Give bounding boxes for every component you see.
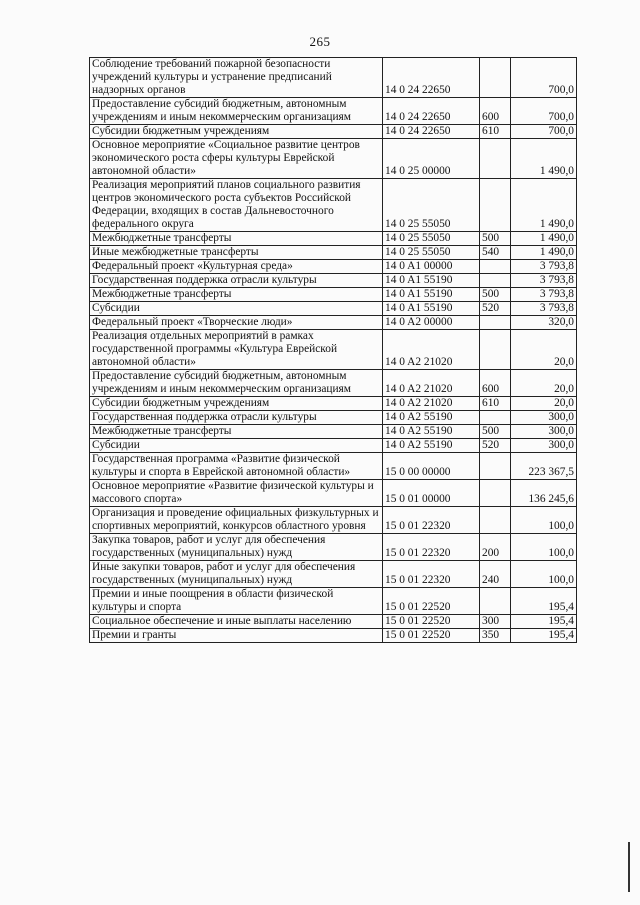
row-expense-type-cell: 540 [480,246,511,260]
row-amount-cell: 195,4 [511,615,577,629]
row-expense-type-cell [480,274,511,288]
row-name-cell: Реализация мероприятий планов социального развития центров экономического роста субъектов Российской Федерации, входящих в состав Дальневосточного федерального округа [90,179,383,232]
table-row [90,411,577,425]
row-code-cell: 14 0 A1 55190 [383,302,480,316]
row-code-cell: 14 0 24 22650 [383,125,480,139]
table-row [90,615,577,629]
row-expense-type-cell: 520 [480,439,511,453]
row-code-cell: 14 0 A2 21020 [383,397,480,411]
row-name-cell: Иные закупки товаров, работ и услуг для обеспечения государственных (муниципальных) нужд [90,561,383,588]
row-expense-type-cell [480,260,511,274]
row-name-cell: Основное мероприятие «Развитие физической культуры и массового спорта» [90,480,383,507]
row-expense-type-cell [480,316,511,330]
row-expense-type-cell: 600 [480,370,511,397]
row-code-cell: 14 0 25 55050 [383,179,480,232]
row-amount-cell: 100,0 [511,561,577,588]
row-name-cell: Субсидии бюджетным учреждениям [90,397,383,411]
row-code-cell: 14 0 A2 55190 [383,411,480,425]
row-code-cell: 15 0 01 22520 [383,615,480,629]
table-row [90,302,577,316]
row-code-cell: 14 0 A2 55190 [383,425,480,439]
row-amount-cell: 3 793,8 [511,260,577,274]
row-expense-type-cell [480,139,511,179]
row-name-cell: Социальное обеспечение и иные выплаты населению [90,615,383,629]
row-code-cell: 15 0 01 22320 [383,507,480,534]
row-name-cell: Предоставление субсидий бюджетным, автономным учреждениям и иным некоммерческим организациям [90,370,383,397]
row-name-cell: Предоставление субсидий бюджетным, автономным учреждениям и иным некоммерческим организациям [90,98,383,125]
row-name-cell: Федеральный проект «Творческие люди» [90,316,383,330]
row-name-cell: Соблюдение требований пожарной безопасности учреждений культуры и устранение предписаний надзорных органов [90,58,383,98]
table-row [90,58,577,98]
table-row [90,260,577,274]
row-name-cell: Межбюджетные трансферты [90,288,383,302]
row-name-cell: Организация и проведение официальных физкультурных и спортивных мероприятий, конкурсов областного уровня [90,507,383,534]
row-amount-cell: 700,0 [511,98,577,125]
row-expense-type-cell: 500 [480,288,511,302]
budget-table [89,57,577,643]
table-row [90,288,577,302]
row-name-cell: Межбюджетные трансферты [90,425,383,439]
row-name-cell: Федеральный проект «Культурная среда» [90,260,383,274]
row-amount-cell: 300,0 [511,411,577,425]
row-amount-cell: 320,0 [511,316,577,330]
row-code-cell: 14 0 25 00000 [383,139,480,179]
row-code-cell: 14 0 A1 55190 [383,274,480,288]
row-expense-type-cell [480,179,511,232]
table-row [90,125,577,139]
table-row [90,561,577,588]
row-amount-cell: 136 245,6 [511,480,577,507]
table-row [90,98,577,125]
row-amount-cell: 100,0 [511,507,577,534]
row-code-cell: 14 0 A2 21020 [383,330,480,370]
row-name-cell: Закупка товаров, работ и услуг для обеспечения государственных (муниципальных) нужд [90,534,383,561]
row-name-cell: Государственная поддержка отрасли культуры [90,411,383,425]
table-row [90,453,577,480]
row-name-cell: Иные межбюджетные трансферты [90,246,383,260]
row-amount-cell: 100,0 [511,534,577,561]
page-number: 265 [309,34,331,49]
row-name-cell: Субсидии [90,439,383,453]
row-expense-type-cell [480,453,511,480]
table-row [90,588,577,615]
row-amount-cell: 20,0 [511,397,577,411]
row-name-cell: Основное мероприятие «Социальное развитие центров экономического роста сферы культуры Еврейской автономной области» [90,139,383,179]
table-row [90,274,577,288]
row-expense-type-cell [480,330,511,370]
row-code-cell: 14 0 A1 00000 [383,260,480,274]
row-code-cell: 14 0 25 55050 [383,246,480,260]
row-amount-cell: 1 490,0 [511,246,577,260]
table-row [90,425,577,439]
row-code-cell: 15 0 01 00000 [383,480,480,507]
table-row [90,232,577,246]
row-amount-cell: 700,0 [511,125,577,139]
table-row [90,397,577,411]
row-expense-type-cell [480,507,511,534]
row-expense-type-cell: 610 [480,125,511,139]
table-row [90,439,577,453]
row-amount-cell: 300,0 [511,439,577,453]
row-amount-cell: 1 490,0 [511,232,577,246]
row-amount-cell: 223 367,5 [511,453,577,480]
row-expense-type-cell: 300 [480,615,511,629]
row-code-cell: 14 0 25 55050 [383,232,480,246]
table-row [90,316,577,330]
row-code-cell: 15 0 01 22320 [383,534,480,561]
row-amount-cell: 3 793,8 [511,274,577,288]
table-row [90,246,577,260]
table-row [90,480,577,507]
row-amount-cell: 20,0 [511,370,577,397]
row-code-cell: 14 0 A2 00000 [383,316,480,330]
row-name-cell: Субсидии [90,302,383,316]
row-name-cell: Субсидии бюджетным учреждениям [90,125,383,139]
row-code-cell: 15 0 00 00000 [383,453,480,480]
row-expense-type-cell: 600 [480,98,511,125]
row-code-cell: 14 0 A2 55190 [383,439,480,453]
row-expense-type-cell [480,480,511,507]
row-amount-cell: 195,4 [511,629,577,643]
row-expense-type-cell [480,588,511,615]
row-name-cell: Государственная программа «Развитие физической культуры и спорта в Еврейской автономной области» [90,453,383,480]
row-name-cell: Премии и гранты [90,629,383,643]
row-code-cell: 15 0 01 22320 [383,561,480,588]
row-expense-type-cell [480,411,511,425]
table-row [90,139,577,179]
row-amount-cell: 20,0 [511,330,577,370]
row-code-cell: 15 0 01 22520 [383,588,480,615]
row-amount-cell: 700,0 [511,58,577,98]
row-expense-type-cell: 610 [480,397,511,411]
row-code-cell: 14 0 A2 21020 [383,370,480,397]
row-name-cell: Премии и иные поощрения в области физической культуры и спорта [90,588,383,615]
row-expense-type-cell: 200 [480,534,511,561]
table-row [90,534,577,561]
row-name-cell: Реализация отдельных мероприятий в рамках государственной программы «Культура Еврейской автономной области» [90,330,383,370]
row-code-cell: 15 0 01 22520 [383,629,480,643]
row-name-cell: Межбюджетные трансферты [90,232,383,246]
row-expense-type-cell [480,58,511,98]
row-expense-type-cell: 350 [480,629,511,643]
table-row [90,370,577,397]
table-row [90,629,577,643]
table-row [90,179,577,232]
row-amount-cell: 1 490,0 [511,179,577,232]
margin-line [628,842,630,892]
row-amount-cell: 3 793,8 [511,302,577,316]
row-code-cell: 14 0 A1 55190 [383,288,480,302]
row-expense-type-cell: 520 [480,302,511,316]
row-amount-cell: 1 490,0 [511,139,577,179]
row-code-cell: 14 0 24 22650 [383,98,480,125]
row-amount-cell: 3 793,8 [511,288,577,302]
row-name-cell: Государственная поддержка отрасли культуры [90,274,383,288]
row-code-cell: 14 0 24 22650 [383,58,480,98]
table-row [90,507,577,534]
row-expense-type-cell: 240 [480,561,511,588]
row-expense-type-cell: 500 [480,232,511,246]
row-amount-cell: 195,4 [511,588,577,615]
table-row [90,330,577,370]
row-expense-type-cell: 500 [480,425,511,439]
budget-table-body [90,58,577,643]
row-amount-cell: 300,0 [511,425,577,439]
